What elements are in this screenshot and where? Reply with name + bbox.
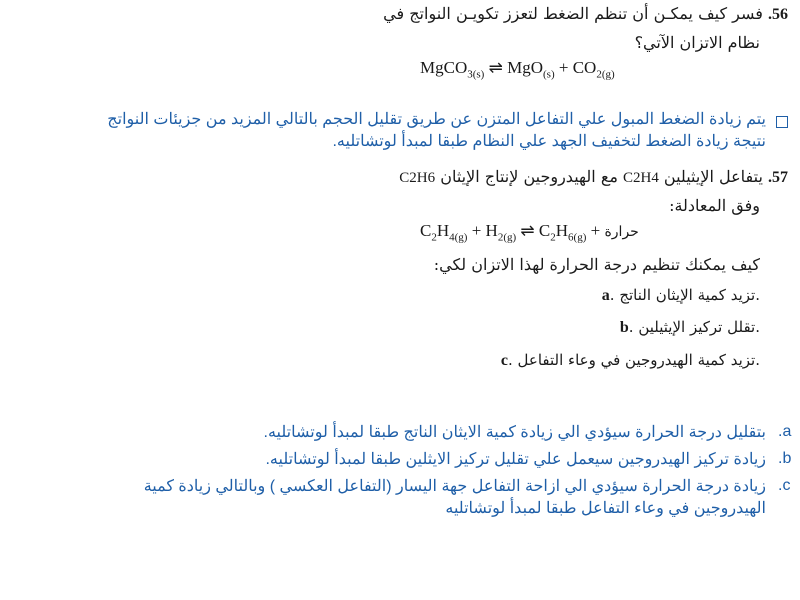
answer57-b-marker: .b [778, 450, 792, 467]
answer56-checkbox-icon [776, 113, 788, 132]
q57-option-b: b. تقلل تركيز الإيثيلين. [619, 318, 760, 336]
q57-line3: كيف يمكنك تنظيم درجة الحرارة لهذا الاتزان لكي: [433, 255, 760, 274]
answer57-b-text: زيادة تركيز الهيدروجين سيعمل علي تقليل تركيز الايثلين طبقا لمبدأ لوتشاتليه. [265, 451, 766, 468]
q57-line2: وفق المعادلة: [669, 196, 760, 215]
q56-line1 [328, 2, 788, 27]
q57-option-c: c. تزيد كمية الهيدروجين في وعاء التفاعل. [500, 351, 760, 369]
answer57-c-line1: زيادة درجة الحرارة سيؤدي الي ازاحة التفاعل جهة اليسار (التفاعل العكسي ) وبالتالي زيادة كمية [143, 478, 766, 495]
ethylene-formula: C2H4 [622, 170, 659, 186]
q57-option-a: a. تزيد كمية الإيثان الناتج. [601, 286, 760, 304]
answer57-c-marker: .c [778, 477, 791, 494]
answer57-a-text: بتقليل درجة الحرارة سيؤدي الي زيادة كمية الايثان الناتج طبقا لمبدأ لوتشاتليه. [263, 424, 766, 441]
answer57-a-marker: .a [778, 423, 792, 440]
q56-line2: نظام الاتزان الآتي؟ [634, 33, 760, 52]
q57-line1: 57. يتفاعل الإيثيلين C2H4 مع الهيدروجين لإنتاج الإيثان C2H6 [399, 167, 788, 186]
q57-equation: $C_2H_{4(g)} + H_{2(g)}$ ⇌ $C_2H_{6(g)}$ + حرارة [420, 221, 639, 244]
ethane-formula: C2H6 [399, 170, 436, 186]
heat-label: حرارة [604, 224, 639, 240]
q57-number: 57. [768, 169, 788, 186]
answer56-line1: يتم زيادة الضغط المبول علي التفاعل المتزن عن طريق تقليل الحجم بالتالي المزيد من جزيئات النواتج [107, 111, 766, 128]
answer57-c-line2: الهيدروجين في وعاء التفاعل طبقا لمبدأ لوتشاتليه [445, 500, 766, 517]
q56-number: 56. [768, 6, 788, 23]
answer56-line2: نتيجة زيادة الضغط لتخفيف الجهد علي النظام طبقا لمبدأ لوتشاتليه. [332, 133, 766, 150]
q56-equation: MgCO$_{3(s)}$ ⇌ $MgO_{(s)} + CO_{2(g)}$ [420, 58, 615, 81]
q56-line1-text: فسر كيف يمكـن أن تنظم الضغط لتعزز تكويـن النواتج في [383, 4, 763, 23]
